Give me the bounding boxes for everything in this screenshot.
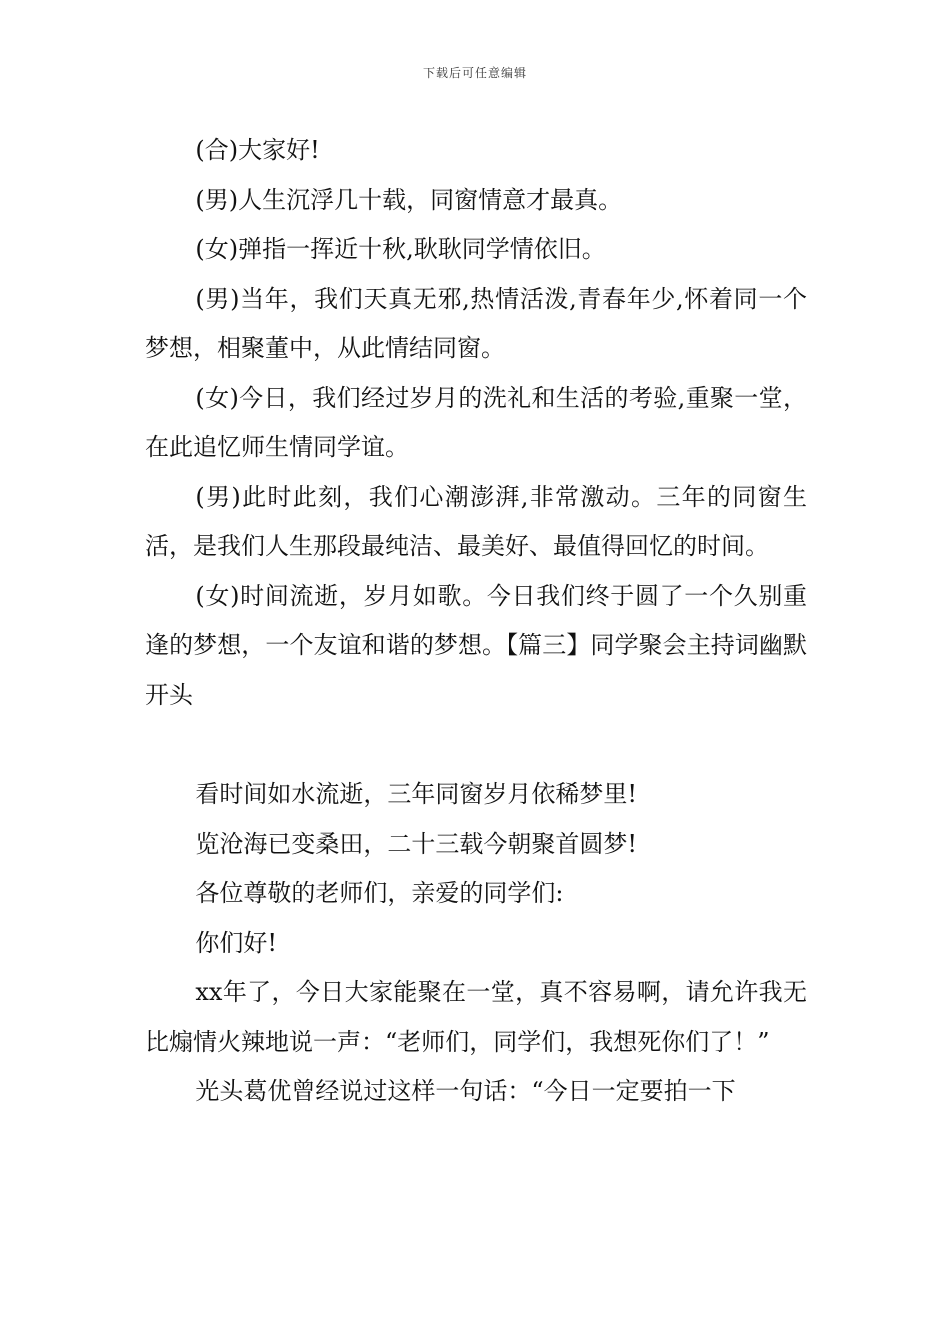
page-header: 下载后可任意编辑 [422,66,527,80]
paragraph: 看时间如水流逝，三年同窗岁月依稀梦里! [195,780,638,808]
paragraph: (男)当年，我们天真无邪,热情活泼,青春年少,怀着同一个梦想，相聚董中，从此情结同窗。 [145,284,807,362]
paragraph: 各位尊敬的老师们，亲爱的同学们: [195,879,564,907]
paragraph: xx年了，今日大家能聚在一堂，真不容易啊，请允许我无比煽情火辣地说一声：“老师们，同学们，我想死你们了！” [145,978,807,1056]
paragraph: 你们好! [195,928,278,957]
paragraph: (合)大家好! [195,136,320,164]
paragraph: 览沧海已变桑田，二十三载今朝聚首圆梦! [195,829,638,858]
paragraph: (男)此时此刻，我们心潮澎湃,非常激动。三年的同窗生活，是我们人生那段最纯洁、最美好、最值得回忆的时间。 [145,482,807,560]
paragraph: (男)人生沉浮几十载，同窗情意才最真。 [195,185,623,214]
paragraph: (女)今日，我们经过岁月的洗礼和生活的考验,重聚一堂，在此追忆师生情同学谊。 [145,383,807,461]
section-gap [145,720,807,770]
paragraph: (女)时间流逝，岁月如歌。今日我们终于圆了一个久别重逢的梦想，一个友谊和谐的梦想。【篇三】同学聚会主持词幽默开头 [145,581,807,709]
paragraph: (女)弹指一挥近十秋,耿耿同学情依旧。 [195,235,606,263]
paragraph: 光头葛优曾经说过这样一句话：“今日一定要拍一下 [195,1077,736,1105]
document-body [145,126,807,1117]
